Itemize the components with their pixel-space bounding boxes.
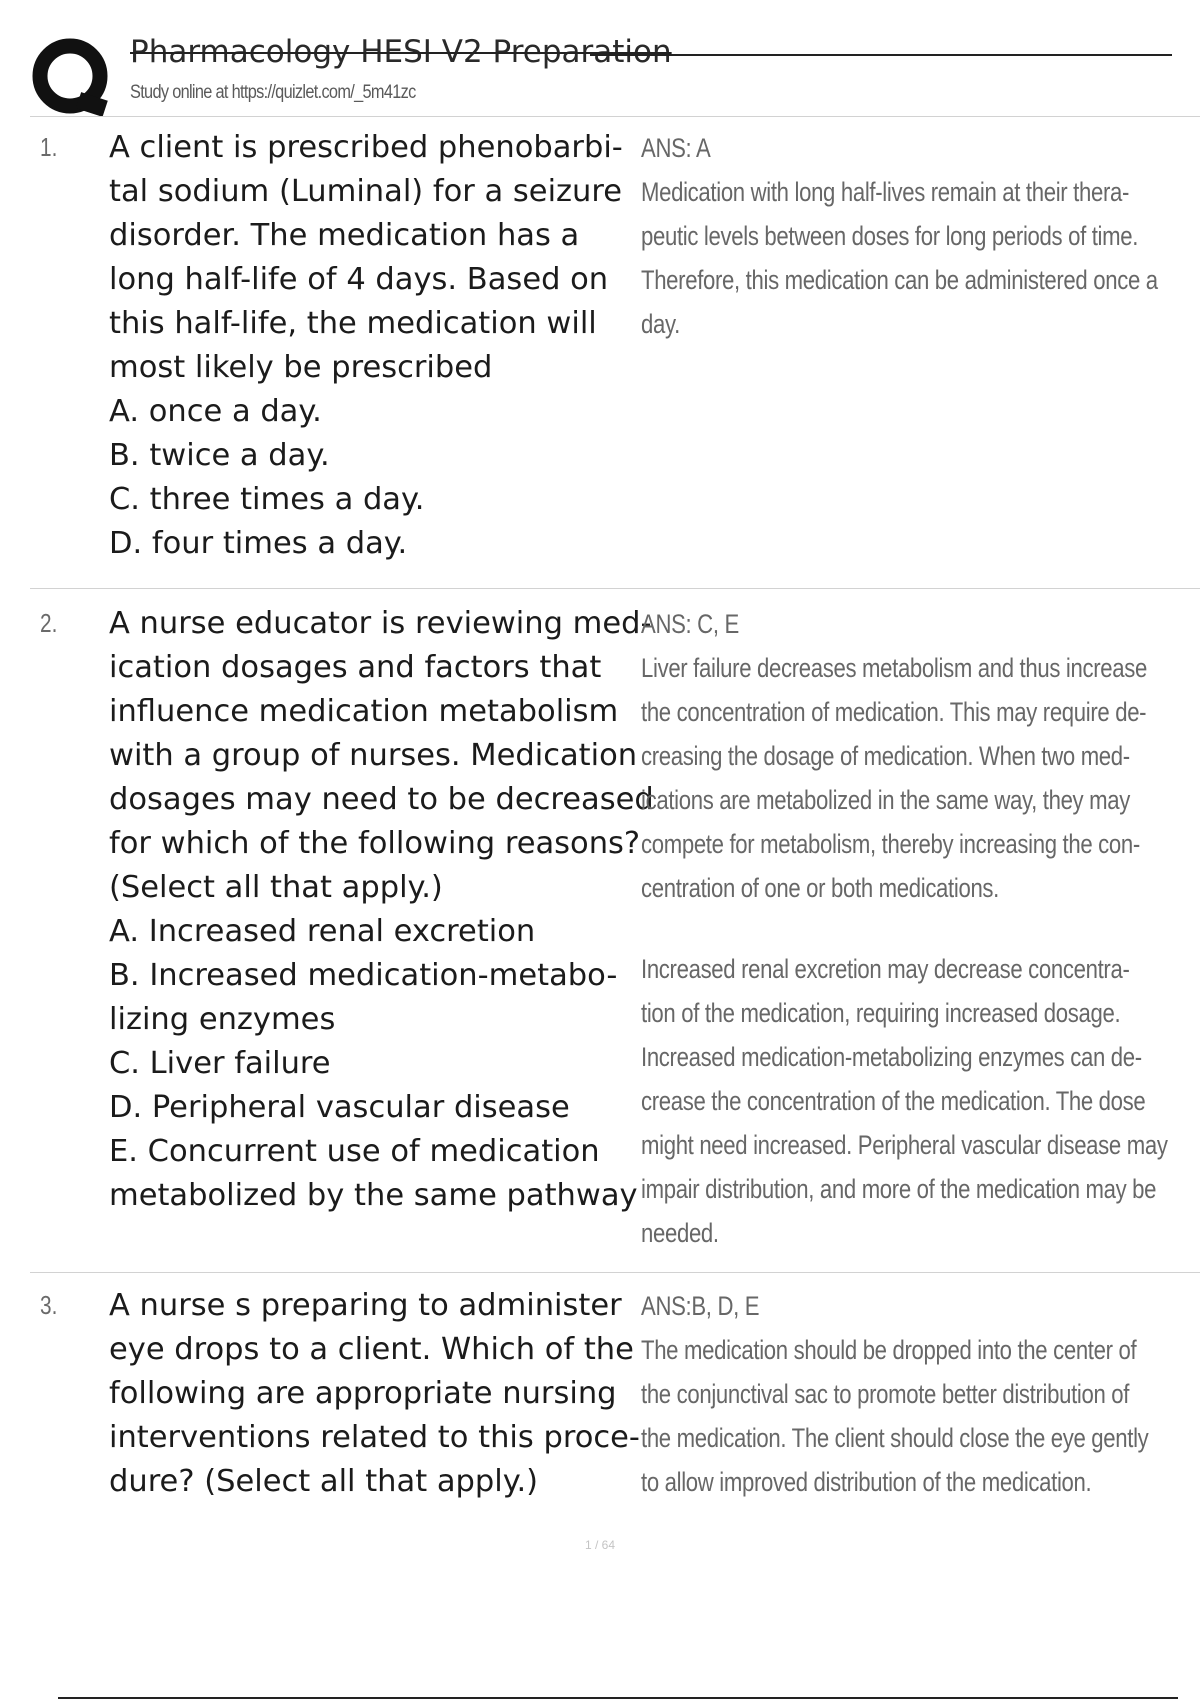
card-definition — [641, 126, 1158, 346]
term-line: with a group of nurses. Medication — [109, 738, 638, 773]
term-line: this half-life, the medication will — [109, 306, 597, 341]
explanation-line: Increased medication-metabolizing enzymes can de- — [641, 1042, 1142, 1072]
explanation-line: Therefore, this medication can be administered once a — [641, 265, 1158, 295]
option-d: D. four times a day. — [109, 526, 408, 561]
card-number: 3. — [40, 1290, 58, 1320]
explanation-line: the concentration of medication. This may require de- — [641, 697, 1147, 727]
header-divider — [30, 116, 1200, 117]
term-line: long half-life of 4 days. Based on — [109, 262, 609, 297]
explanation-line: Increased renal excretion may decrease concentra- — [641, 954, 1130, 984]
title-rule — [590, 54, 1172, 56]
term-line: dure? (Select all that apply.) — [109, 1464, 539, 1499]
term-line: ication dosages and factors that — [109, 650, 602, 685]
explanation-line: tion of the medication, requiring increased dosage. — [641, 998, 1121, 1028]
explanation-line: the conjunctival sac to promote better distribution of — [641, 1379, 1130, 1409]
option-c: C. Liver failure — [109, 1046, 331, 1081]
term-line: for which of the following reasons? — [109, 826, 641, 861]
option-e: E. Concurrent use of medication — [109, 1134, 600, 1169]
explanation-line: Medication with long half-lives remain at their thera- — [641, 177, 1130, 207]
card-number: 2. — [40, 608, 58, 638]
term-line: dosages may need to be decreased — [109, 782, 654, 817]
explanation-line: creasing the dosage of medication. When two med- — [641, 741, 1130, 771]
term-line: A client is prescribed phenobarbi- — [109, 130, 623, 165]
term-line: A nurse educator is reviewing med- — [109, 606, 652, 641]
page-header — [30, 28, 1200, 118]
option-d: D. Peripheral vascular disease — [109, 1090, 570, 1125]
card-definition — [641, 602, 1168, 1255]
answer-key: ANS: A — [641, 133, 711, 163]
answer-key: ANS: C, E — [641, 609, 739, 639]
card-term — [109, 126, 657, 566]
explanation-line: might need increased. Peripheral vascular disease may — [641, 1130, 1168, 1160]
card-term — [109, 1284, 657, 1504]
explanation-line: ications are metabolized in the same way, they may — [641, 785, 1130, 815]
option-e-cont: metabolized by the same pathway — [109, 1178, 638, 1213]
card-definition — [641, 1284, 1149, 1504]
study-online-link[interactable]: Study online at https://quizlet.com/_5m41zc — [130, 82, 416, 103]
bottom-rule — [58, 1697, 1178, 1699]
term-line: A nurse s preparing to administer — [109, 1288, 622, 1323]
option-c: C. three times a day. — [109, 482, 425, 517]
term-line: influence medication metabolism — [109, 694, 619, 729]
quizlet-logo-icon — [32, 36, 112, 120]
explanation-line: centration of one or both medications. — [641, 873, 999, 903]
option-a: A. once a day. — [109, 394, 322, 429]
term-line: eye drops to a client. Which of the — [109, 1332, 634, 1367]
explanation-line: compete for metabolism, thereby increasing the con- — [641, 829, 1140, 859]
card-divider — [30, 1272, 1200, 1273]
option-b: B. Increased medication-metabo- — [109, 958, 618, 993]
explanation-line: day. — [641, 309, 680, 339]
explanation-line: to allow improved distribution of the medication. — [641, 1467, 1092, 1497]
card-number: 1. — [40, 132, 58, 162]
page-title: Pharmacology HESI V2 Preparation — [130, 34, 672, 70]
option-a: A. Increased renal excretion — [109, 914, 536, 949]
card-term — [109, 602, 657, 1218]
term-line: interventions related to this proce- — [109, 1420, 640, 1455]
explanation-line: needed. — [641, 1218, 719, 1248]
term-line: disorder. The medication has a — [109, 218, 580, 253]
explanation-line: The medication should be dropped into the center of — [641, 1335, 1137, 1365]
explanation-line: impair distribution, and more of the medication may be — [641, 1174, 1157, 1204]
paragraph-gap — [641, 910, 1149, 947]
term-line: tal sodium (Luminal) for a seizure — [109, 174, 623, 209]
card-divider — [30, 588, 1200, 589]
explanation-line: Liver failure decreases metabolism and thus increase — [641, 653, 1147, 683]
explanation-line: the medication. The client should close the eye gently — [641, 1423, 1149, 1453]
option-b-cont: lizing enzymes — [109, 1002, 336, 1037]
option-b: B. twice a day. — [109, 438, 330, 473]
page-number: 1 / 64 — [584, 1538, 616, 1552]
term-line: most likely be prescribed — [109, 350, 493, 385]
explanation-line: peutic levels between doses for long periods of time. — [641, 221, 1139, 251]
answer-key: ANS:B, D, E — [641, 1291, 760, 1321]
term-line: (Select all that apply.) — [109, 870, 443, 905]
term-line: following are appropriate nursing — [109, 1376, 617, 1411]
explanation-line: crease the concentration of the medication. The dose — [641, 1086, 1146, 1116]
